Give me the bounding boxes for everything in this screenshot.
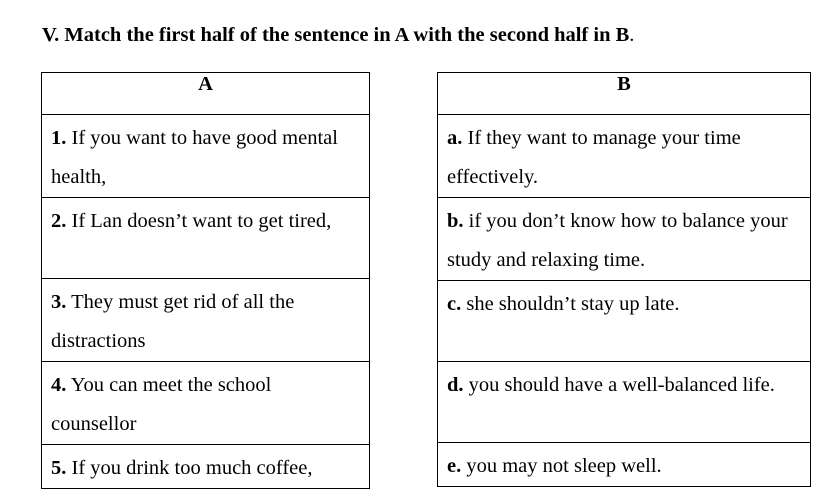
exercise-title-text: V. Match the first half of the sentence in A with the second half in B [42,24,630,46]
item-text: you may not sleep well. [461,455,662,477]
item-letter: e. [447,455,462,477]
column-b-header: B [438,73,811,115]
exercise-title-period: . [629,24,635,46]
item-letter: a. [447,127,463,149]
item-letter: c. [447,293,462,315]
column-b-row [438,281,811,362]
column-a-row [42,198,370,279]
column-a-row [42,279,370,362]
column-b-table [437,72,811,487]
column-a-row [42,115,370,198]
exercise-title [42,21,634,49]
item-text: If you drink too much coffee, [66,457,313,479]
column-b-row [438,115,811,198]
item-text: If you want to have good mental health, [51,127,338,188]
item-number: 5. [51,457,67,479]
item-letter: d. [447,374,464,396]
column-b-row [438,443,811,487]
item-letter: b. [447,210,464,232]
item-text: she shouldn’t stay up late. [461,293,680,315]
item-number: 2. [51,210,67,232]
item-text: you should have a well-balanced life. [463,374,775,396]
column-a-header: A [42,73,370,115]
item-text: They must get rid of all the distractions [51,291,295,352]
item-text: if you don’t know how to balance your study and relaxing time. [447,210,788,271]
column-b-row [438,362,811,443]
item-number: 4. [51,374,67,396]
column-a-table [41,72,370,489]
item-text: You can meet the school counsellor [51,374,272,435]
column-a-row [42,445,370,489]
column-b-row [438,198,811,281]
column-a-row [42,362,370,445]
item-text: If they want to manage your time effectively. [447,127,741,188]
item-text: If Lan doesn’t want to get tired, [66,210,332,232]
item-number: 3. [51,291,67,313]
item-number: 1. [51,127,67,149]
